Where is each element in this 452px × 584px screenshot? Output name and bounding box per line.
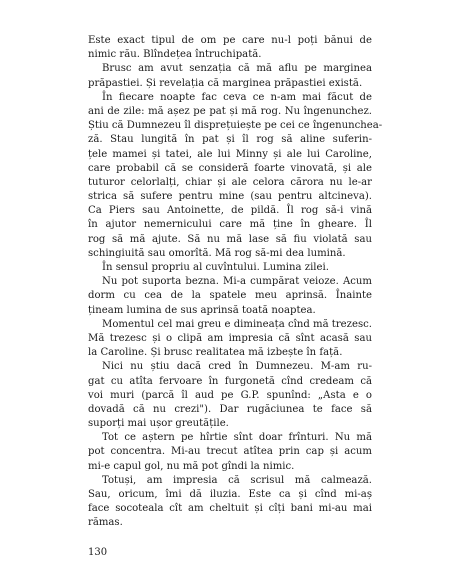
paragraph — [88, 474, 372, 531]
text-line: țineam lumina de sus aprinsă toată noaptea. — [88, 304, 316, 316]
text-line: Știu că Dumnezeu îl disprețuiește pe cei ce îngenunchea- — [88, 120, 383, 132]
text-line: rog să mă ajute. Să nu mă lase să fiu violată sau — [88, 233, 372, 245]
text-line: mi-e capul gol, nu mă pot gîndi la nimic. — [88, 460, 295, 472]
paragraph — [88, 275, 372, 318]
text-line: Ca Piers sau Antoinette, de pildă. Îl rog să-i vină — [88, 205, 372, 217]
text-line: schingiuită sau omorîtă. Mă rog să-mi dea lumină. — [88, 247, 346, 259]
text-line: Momentul cel mai greu e dimineața cînd mă trezesc. — [102, 318, 372, 330]
text-line: prăpastiei. Și revelația că marginea prăpastiei există. — [88, 77, 363, 89]
text-line: ză. Stau lungită în pat și îl rog să aline suferin- — [88, 134, 372, 146]
text-line: gat cu atîta fervoare în furgonetă cînd credeam că — [88, 375, 372, 387]
text-line: pot concentra. Mi-au trecut atîtea prin cap și acum — [88, 446, 372, 458]
paragraph — [88, 360, 372, 431]
text-line: dorm cu cea de la spatele meu aprinsă. Înainte — [88, 290, 372, 302]
text-line: tuturor celorlalți, chiar și ale celora cărora nu le-ar — [88, 176, 372, 188]
text-line: În sensul propriu al cuvîntului. Lumina zilei. — [102, 262, 329, 273]
paragraph — [88, 62, 372, 90]
text-line: Tot ce aștern pe hîrtie sînt doar frînturi. Nu mă — [102, 432, 372, 444]
text-line: care probabil că se consideră foarte vinovată, și ale — [88, 162, 372, 174]
page-body — [88, 34, 383, 531]
text-line: ani de zile: mă așez pe pat și mă rog. Nu îngenunchez. — [88, 105, 372, 117]
text-line: face socoteala cît am cheltuit și cîți bani mi-au mai — [88, 503, 372, 515]
text-line: Nici nu știu dacă cred în Dumnezeu. M-am ru- — [102, 361, 372, 373]
paragraph — [88, 261, 372, 275]
text-line: Brusc am avut senzația că mă aflu pe marginea — [102, 63, 372, 75]
text-line: țele mamei și tatei, ale lui Minny și ale lui Caroline, — [88, 148, 372, 160]
text-line: nimic rău. Blîndețea întruchipată. — [88, 49, 262, 61]
text-line: dovadă că nu crezi"). Dar rugăciunea te face să — [88, 403, 372, 415]
text-line: În fiecare noapte fac ceva ce n-am mai făcut de — [102, 91, 372, 103]
text-line: strica să sufere pentru mine (sau pentru altcineva). — [88, 191, 372, 203]
text-line: Sau, oricum, îmi dă iluzia. Este ca și cînd mi-aș — [88, 489, 372, 500]
text-line: suporți mai ușor greutățile. — [88, 418, 229, 430]
paragraph — [88, 431, 372, 474]
text-line: rămas. — [88, 517, 123, 529]
text-line: Este exact tipul de om pe care nu-l poți bănui de — [88, 35, 372, 46]
text-line: voi muri (parcă îl aud pe G.P. spunînd: „Asta e o — [88, 389, 372, 401]
paragraph — [88, 34, 372, 62]
text-line: Mă trezesc și o clipă am impresia că sînt acasă sau — [88, 332, 372, 344]
paragraph — [88, 318, 372, 361]
text-line: Nu pot suporta bezna. Mi-a cumpărat veioze. Acum — [102, 276, 372, 288]
text-line: Totuși, am impresia că scrisul mă calmează. — [102, 474, 372, 486]
text-line: la Caroline. Și brusc realitatea mă izbește în față. — [88, 347, 343, 359]
page-number: 130 — [88, 547, 108, 558]
paragraph — [88, 91, 383, 261]
text-line: în ajutor nemernicului care mă ține în gheare. Îl — [88, 219, 372, 231]
